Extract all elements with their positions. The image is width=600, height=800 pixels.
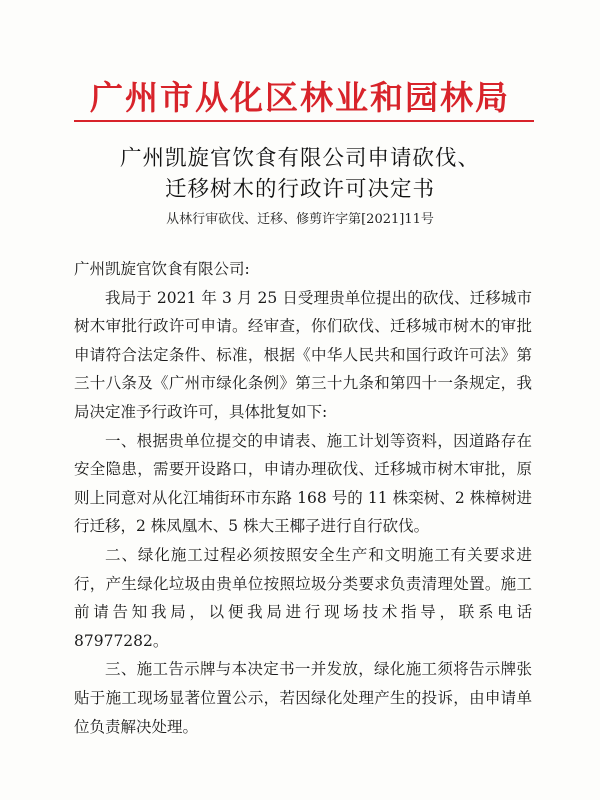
paragraph-item-2: 二、绿化施工过程必须按照安全生产和文明施工有关要求进行，产生绿化垃圾由贵单位按照垃圾分类要求负责清理处置。施工前请告知我局，以便我局进行现场技术指导，联系电话 87977282。	[74, 545, 532, 650]
addressee: 广州凯旋官饮食有限公司:	[74, 260, 250, 278]
document-number: 从林行审砍伐、迁移、修剪许字第[2021]11号	[166, 212, 434, 227]
header-divider	[74, 120, 534, 122]
agency-header: 广州市从化区林业和园林局	[90, 78, 510, 117]
title-line-1: 广州凯旋官饮食有限公司申请砍伐、	[119, 146, 480, 171]
document-title	[0, 143, 600, 205]
title-line-2: 迁移树木的行政许可决定书	[164, 177, 435, 202]
paragraph-item-3: 三、施工告示牌与本决定书一并发放，绿化施工须将告示牌张贴于施工现场显著位置公示，若因绿化处理产生的投诉，由申请单位负责解决处理。	[74, 660, 532, 736]
paragraph-intro: 我局于 2021 年 3 月 25 日受理贵单位提出的砍伐、迁移城市树木审批行政许可申请。经审查，你们砍伐、迁移城市树木的审批申请符合法定条件、标准，根据《中华人民共和国行政许可法》第三十八条及《广州市绿化条例》第三十九条和第四十一条规定，我局决定准予行政许可，具体批复如下:	[74, 288, 532, 421]
document-body	[74, 255, 532, 741]
paragraph-item-1: 一、根据贵单位提交的申请表、施工计划等资料，因道路存在安全隐患，需要开设路口，申请办理砍伐、迁移城市树木审批，原则上同意对从化江埔街环市东路 168 号的 11 株栾树、2 株樟树进行迁移，2 株凤凰木、5 株大王椰子进行自行砍伐。	[74, 431, 532, 536]
